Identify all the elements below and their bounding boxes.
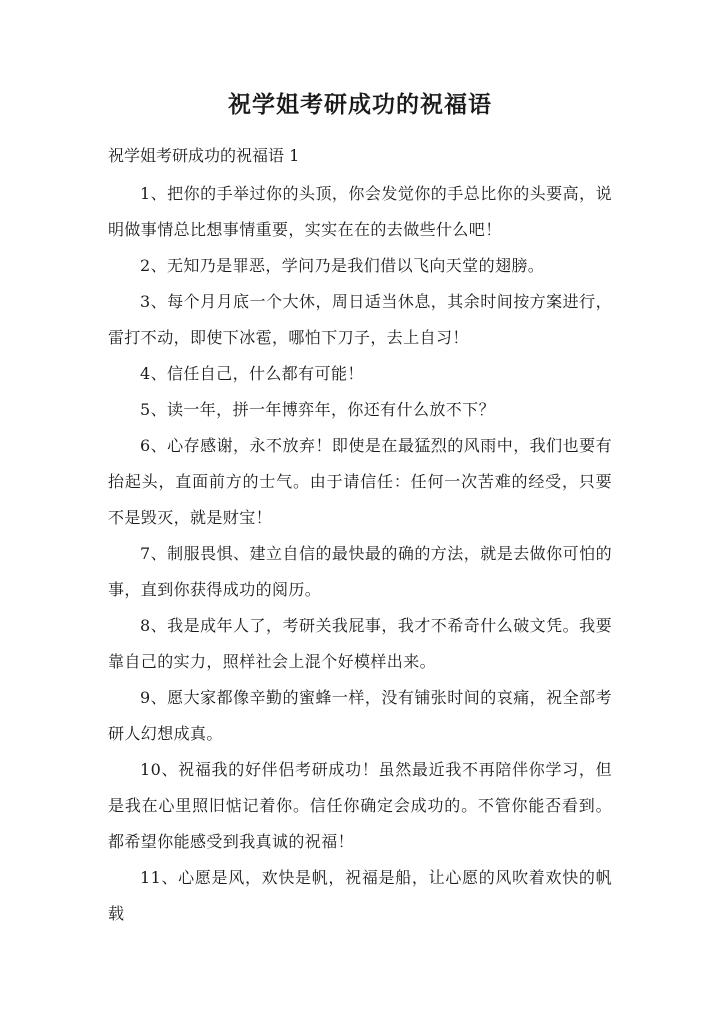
paragraph-5: 5、读一年，拼一年博弈年，你还有什么放不下？ bbox=[140, 400, 495, 419]
paragraph-9: 9、愿大家都像辛勤的蜜蜂一样，没有铺张时间的哀痛，祝全部考研人幻想成真。 bbox=[108, 688, 612, 743]
document-title: 祝学姐考研成功的祝福语 bbox=[228, 91, 492, 118]
paragraph-10: 10、祝福我的好伴侣考研成功！虽然最近我不再陪伴你学习，但是我在心里照旧惦记着你。信任你确定会成功的。不管你能否看到。都希望你能感受到我真诚的祝福！ bbox=[108, 760, 612, 851]
paragraph-3: 3、每个月月底一个大休，周日适当休息，其余时间按方案进行，雷打不动，即使下冰雹，哪怕下刀子，去上自习！ bbox=[108, 292, 612, 347]
paragraph-4: 4、信任自己，什么都有可能！ bbox=[140, 364, 364, 383]
paragraph-7: 7、制服畏惧、建立自信的最快最的确的方法，就是去做你可怕的事，直到你获得成功的阅历。 bbox=[108, 544, 612, 599]
paragraph-6: 6、心存感谢，永不放弃！即使是在最猛烈的风雨中，我们也要有抬起头，直面前方的士气。由于请信任：任何一次苦难的经受，只要不是毁灭，就是财宝！ bbox=[108, 436, 612, 527]
paragraph-list bbox=[108, 176, 612, 932]
paragraph-11: 11、心愿是风，欢快是帆，祝福是船，让心愿的风吹着欢快的帆载 bbox=[108, 868, 612, 923]
paragraph-2: 2、无知乃是罪恶，学问乃是我们借以飞向天堂的翅膀。 bbox=[140, 256, 545, 275]
paragraph-1: 1、把你的手举过你的头顶，你会发觉你的手总比你的头要高，说明做事情总比想事情重要，实实在在的去做些什么吧！ bbox=[108, 184, 612, 239]
paragraph-8: 8、我是成年人了，考研关我屁事，我才不希奇什么破文凭。我要靠自己的实力，照样社会上混个好模样出来。 bbox=[108, 616, 612, 671]
section-heading: 祝学姐考研成功的祝福语 1 bbox=[108, 146, 300, 165]
